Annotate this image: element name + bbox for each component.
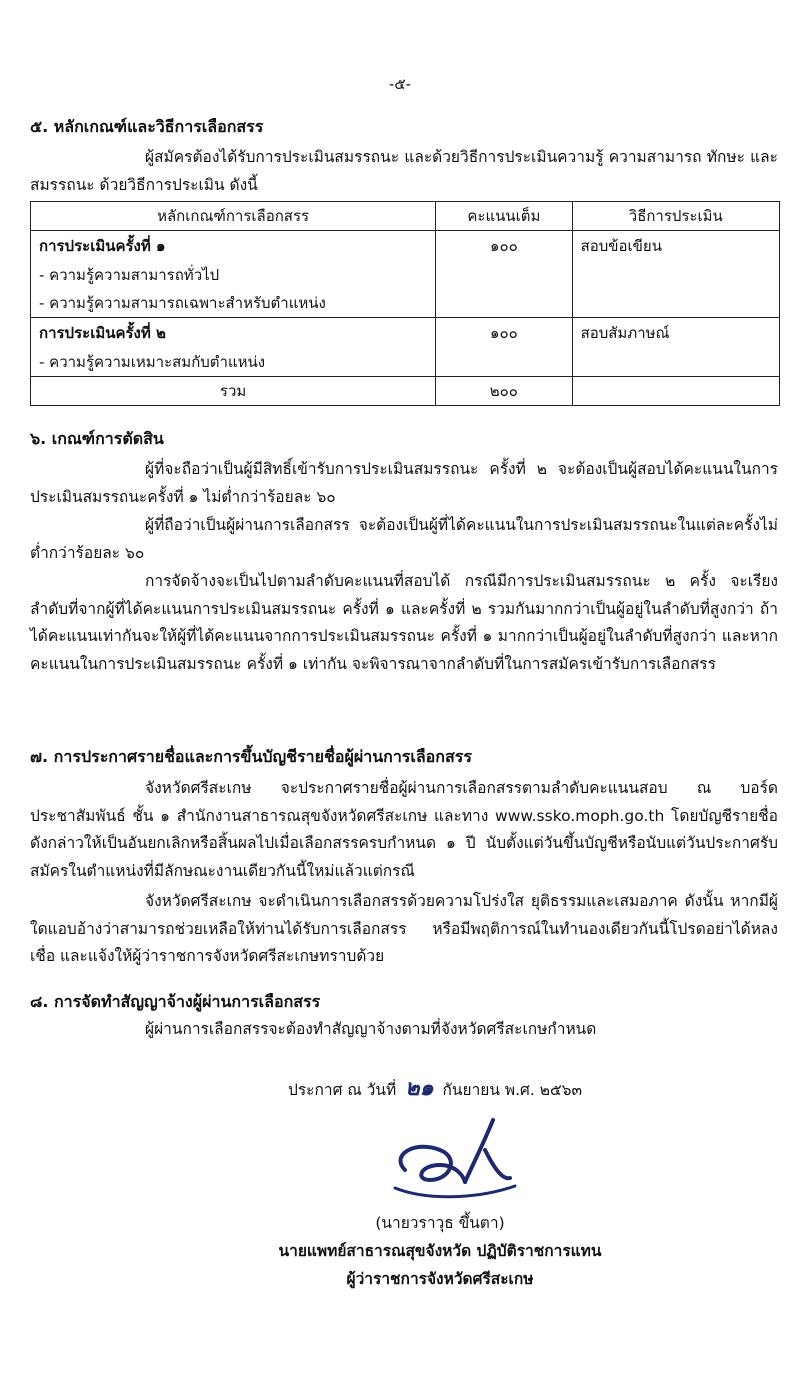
round2-criteria-cell bbox=[31, 318, 436, 377]
criteria-table bbox=[30, 201, 780, 406]
section7-heading: ๗. การประกาศรายชื่อและการขึ้นบัญชีรายชื่อผู้ผ่านการเลือกสรร bbox=[30, 747, 472, 766]
round2-score-cell bbox=[436, 318, 572, 377]
round1-method-cell bbox=[572, 231, 779, 318]
announcement-prefix: ประกาศ ณ วันที่ bbox=[288, 1081, 397, 1099]
section6-p1-text: ผู้ที่จะถือว่าเป็นผู้มีสิทธิ์เข้ารับการประเมินสมรรถนะ ครั้งที่ ๒ จะต้องเป็นผู้สอบได้คะแนนในการประเมินสมรรถนะครั้งที่ ๑ ไม่ต่ำกว่าร้อยละ ๖๐ bbox=[30, 460, 778, 506]
section5-intro bbox=[30, 144, 778, 199]
section5-heading: ๕. หลักเกณฑ์และวิธีการเลือกสรร bbox=[30, 117, 264, 136]
round1-score-cell bbox=[436, 231, 572, 318]
round1-criteria-cell bbox=[31, 231, 436, 318]
section7-paragraph-2 bbox=[30, 888, 778, 971]
round2-method: สอบสัมภาษณ์ bbox=[580, 324, 670, 342]
header-full-score: คะแนนเต็ม bbox=[436, 202, 572, 231]
round2-item-1: - ความรู้ความเหมาะสมกับตำแหน่ง bbox=[39, 353, 266, 371]
section8-heading: ๘. การจัดทำสัญญาจ้างผู้ผ่านการเลือกสรร bbox=[30, 992, 321, 1011]
signatory-position-2: ผู้ว่าราชการจังหวัดศรีสะเกษ bbox=[346, 1270, 534, 1288]
announcement-day: ๒๑ bbox=[405, 1075, 434, 1101]
section6-paragraph-2 bbox=[30, 512, 778, 567]
section8-paragraph-1 bbox=[30, 1016, 778, 1044]
table-row-round1 bbox=[31, 231, 780, 318]
signatory-name: (นายวราวุธ ขึ้นตา) bbox=[375, 1214, 505, 1232]
total-score: ๒๐๐ bbox=[436, 377, 572, 406]
header-method: วิธีการประเมิน bbox=[572, 202, 779, 231]
round1-item-2: - ความรู้ความสามารถเฉพาะสำหรับตำแหน่ง bbox=[39, 294, 326, 312]
section7-p1-text: จังหวัดศรีสะเกษ จะประกาศรายชื่อผู้ผ่านการเลือกสรรตามลำดับคะแนนสอบ ณ บอร์ดประชาสัมพันธ์ ชั้น ๑ สำนักงานสาธารณสุขจังหวัดศรีสะเกษ และทาง www.ssko.moph.go.th โดยบัญชีรายชื่อดังกล่าวให้เป็นอันยกเลิกหรือสิ้นผลไปเมื่อเลือกสรรครบกำหนด ๑ ปี นับตั้งแต่วันขึ้นบัญชีหรือนับแต่วันประกาศรับสมัครในตำแหน่งที่มีลักษณะงานเดียวกันนี้ใหม่แล้วแต่กรณี bbox=[30, 779, 778, 880]
section6-paragraph-3 bbox=[30, 568, 778, 678]
section5-intro-text: ผู้สมัครต้องได้รับการประเมินสมรรถนะ และด้วยวิธีการประเมินความรู้ ความสามารถ ทักษะ และสมรรถนะ ด้วยวิธีการประเมิน ดังนี้ bbox=[30, 148, 778, 194]
round2-title: การประเมินครั้งที่ ๒ bbox=[39, 324, 166, 342]
round1-title: การประเมินครั้งที่ ๑ bbox=[39, 237, 166, 255]
signature-image bbox=[385, 1110, 525, 1210]
round1-score: ๑๐๐ bbox=[489, 237, 518, 255]
round1-method: สอบข้อเขียน bbox=[580, 237, 662, 255]
section6-p2-text: ผู้ที่ถือว่าเป็นผู้ผ่านการเลือกสรร จะต้องเป็นผู้ที่ได้คะแนนในการประเมินสมรรถนะในแต่ละครั้งไม่ต่ำกว่าร้อยละ ๖๐ bbox=[30, 516, 778, 562]
section8-p1-text: ผู้ผ่านการเลือกสรรจะต้องทำสัญญาจ้างตามที่จังหวัดศรีสะเกษกำหนด bbox=[145, 1020, 597, 1038]
section6-paragraph-1 bbox=[30, 456, 778, 511]
table-header-row bbox=[31, 202, 780, 231]
total-label: รวม bbox=[31, 377, 436, 406]
announcement-date bbox=[288, 1070, 582, 1105]
announcement-suffix: กันยายน พ.ศ. ๒๕๖๓ bbox=[442, 1081, 583, 1099]
round1-item-1: - ความรู้ความสามารถทั่วไป bbox=[39, 266, 220, 284]
round2-score: ๑๐๐ bbox=[489, 324, 518, 342]
total-method-empty bbox=[572, 377, 779, 406]
section7-paragraph-1 bbox=[30, 775, 778, 885]
section6-p3-text: การจัดจ้างจะเป็นไปตามลำดับคะแนนที่สอบได้ กรณีมีการประเมินสมรรถนะ ๒ ครั้ง จะเรียงลำดับที่จากผู้ที่ได้คะแนนการประเมินสมรรถนะ ครั้งที่ ๑ และครั้งที่ ๒ รวมกันมากกว่าเป็นผู้อยู่ในลำดับที่สูงกว่า ถ้าได้คะแนนเท่ากันจะให้ผู้ที่ได้คะแนนจากการประเมินสมรรถนะ ครั้งที่ ๑ มากกว่าเป็นผู้อยู่ในลำดับที่สูงกว่า และหากคะแนนในการประเมินสมรรถนะ ครั้งที่ ๑ เท่ากัน จะพิจารณาจากลำดับที่ในการสมัครเข้ารับการเลือกสรร bbox=[30, 572, 778, 673]
table-row-total bbox=[31, 377, 780, 406]
header-criteria: หลักเกณฑ์การเลือกสรร bbox=[31, 202, 436, 231]
table-row-round2 bbox=[31, 318, 780, 377]
section7-p2-text: จังหวัดศรีสะเกษ จะดำเนินการเลือกสรรด้วยความโปร่งใส ยุติธรรมและเสมอภาค ดังนั้น หากมีผู้ใดแอบอ้างว่าสามารถช่วยเหลือให้ท่านได้รับการเลือกสรร หรือมีพฤติการณ์ในทำนองเดียวกันนี้โปรดอย่าได้หลงเชื่อ และแจ้งให้ผู้ว่าราชการจังหวัดศรีสะเกษทราบด้วย bbox=[30, 892, 778, 965]
section6-heading: ๖. เกณฑ์การตัดสิน bbox=[30, 429, 164, 448]
signatory-position-1: นายแพทย์สาธารณสุขจังหวัด ปฏิบัติราชการแทน bbox=[278, 1242, 602, 1260]
page-number: -๕- bbox=[388, 75, 412, 93]
round2-method-cell bbox=[572, 318, 779, 377]
